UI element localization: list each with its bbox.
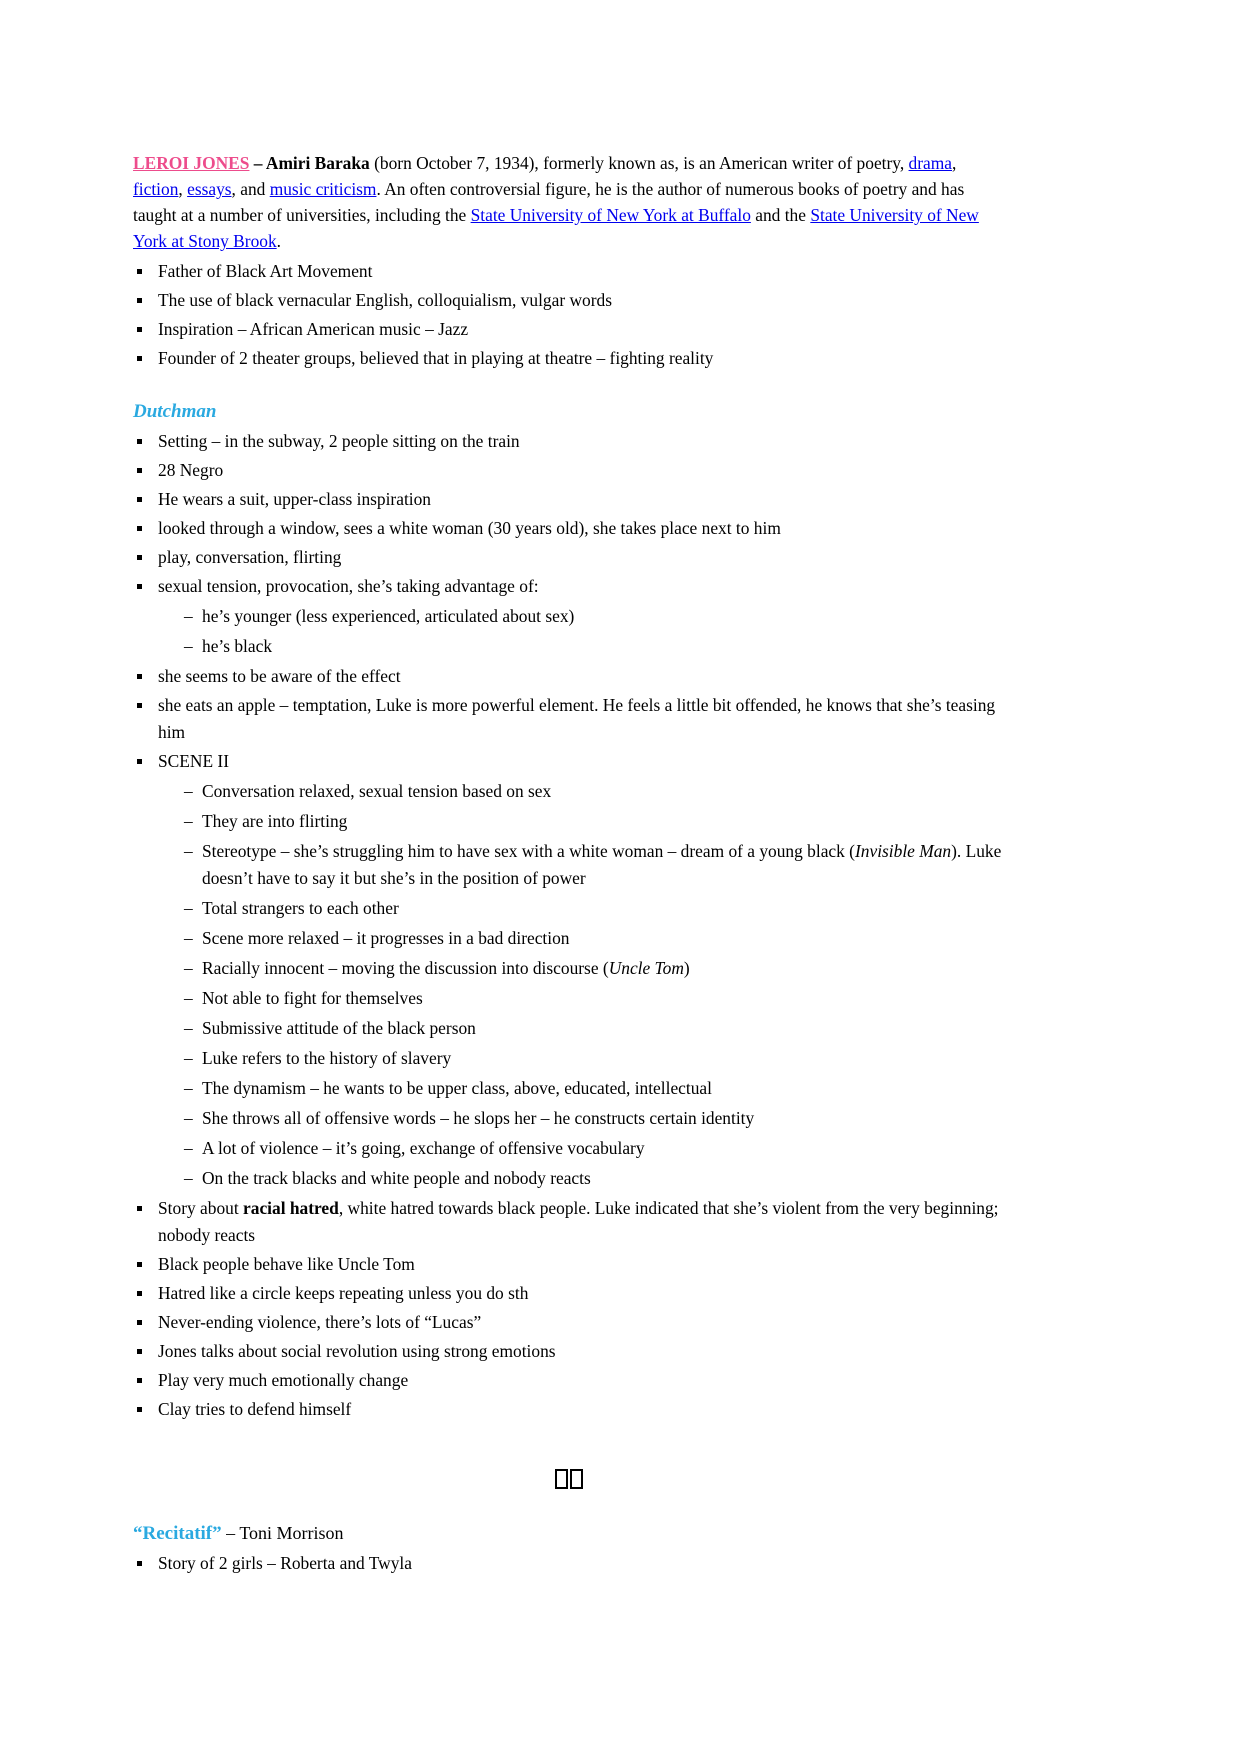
sub-list-item: [158, 1135, 1005, 1162]
intro-list-item: [133, 316, 1005, 343]
music-criticism-link[interactable]: music criticism: [269, 179, 377, 199]
dutchman-list-item: [133, 1195, 1005, 1249]
dutchman-list-item: [133, 1280, 1005, 1307]
missing-glyph-box: [570, 1469, 583, 1489]
text-segment: Father of Black Art Movement: [158, 261, 373, 281]
text-segment: Conversation relaxed, sexual tension based on sex: [202, 781, 552, 801]
text-segment: Submissive attitude of the black person: [202, 1018, 476, 1038]
sub-list-item: [158, 925, 1005, 952]
text-segment: 28 Negro: [158, 460, 224, 480]
dutchman-list-item: [133, 428, 1005, 455]
text-segment: SCENE II: [158, 751, 230, 771]
leroi-jones-link[interactable]: LEROI JONES: [133, 153, 250, 173]
text-segment: Setting – in the subway, 2 people sitting on the train: [158, 431, 520, 451]
text-segment: Inspiration – African American music – Jazz: [158, 319, 469, 339]
intro-list-item: [133, 258, 1005, 285]
text-segment: she seems to be aware of the effect: [158, 666, 401, 686]
sub-list-item: [158, 633, 1005, 660]
sub-list-item: [158, 895, 1005, 922]
sub-list-item: [158, 603, 1005, 630]
intro-comma-1: ,: [952, 153, 957, 173]
intro-bullet-list: [133, 258, 1005, 372]
dutchman-list-item: [133, 544, 1005, 571]
text-segment: racial hatred: [243, 1198, 339, 1218]
text-segment: Stereotype – she’s struggling him to have sex with a white woman – dream of a young black (: [202, 841, 855, 861]
intro-dash: –: [249, 153, 266, 173]
dutchman-list-item: [133, 663, 1005, 690]
missing-glyph-boxes: [133, 1469, 1005, 1489]
intro-list-item: [133, 287, 1005, 314]
dutchman-list-item: [133, 1396, 1005, 1423]
text-segment: Story of 2 girls – Roberta and Twyla: [158, 1553, 412, 1573]
text-segment: Invisible Man: [854, 841, 952, 861]
text-segment: Racially innocent – moving the discussion into discourse (: [202, 958, 609, 978]
recitatif-author: – Toni Morrison: [221, 1523, 344, 1543]
text-segment: Total strangers to each other: [202, 898, 399, 918]
intro-comma-2: ,: [178, 179, 188, 199]
section-heading-recitatif: [133, 1521, 1005, 1546]
text-segment: ). Luke doesn’t have to say it but she’s in the position of power: [202, 841, 1002, 888]
intro-text-c: and the: [750, 205, 811, 225]
text-segment: Not able to fight for themselves: [202, 988, 423, 1008]
text-segment: Luke refers to the history of slavery: [202, 1048, 452, 1068]
dutchman-list-item: [133, 1367, 1005, 1394]
intro-list-item: [133, 345, 1005, 372]
text-segment: Hatred like a circle keeps repeating unless you do sth: [158, 1283, 529, 1303]
dutchman-list-item: [133, 1309, 1005, 1336]
sub-list-item: [158, 1045, 1005, 1072]
dutchman-list-item: [133, 573, 1005, 660]
sub-list-item: [158, 1165, 1005, 1192]
intro-paragraph: [133, 0, 1005, 254]
text-segment: Uncle Tom: [608, 958, 684, 978]
suny-buffalo-link[interactable]: State University of New York at Buffalo: [470, 205, 751, 225]
text-segment: he’s black: [202, 636, 273, 656]
text-segment: The dynamism – he wants to be upper class, above, educated, intellectual: [202, 1078, 712, 1098]
sub-list-item: [158, 808, 1005, 835]
dutchman-list-item: [133, 515, 1005, 542]
amiri-baraka-name: Amiri Baraka: [265, 153, 370, 173]
dutchman-list-item: [133, 486, 1005, 513]
recitatif-list-item: [133, 1550, 1005, 1577]
sub-list-item: [158, 778, 1005, 805]
suny-stony-brook-link[interactable]: State University of New York at Stony Brook: [133, 205, 979, 251]
sub-list-item: [158, 1075, 1005, 1102]
intro-text-a: (born October 7, 1934), formerly known as, is an American writer of poetry,: [369, 153, 909, 173]
dutchman-list-item: [133, 692, 1005, 746]
sub-list: [158, 603, 1005, 660]
text-segment: He wears a suit, upper-class inspiration: [158, 489, 431, 509]
dutchman-bullet-list: [133, 428, 1005, 1423]
essays-link[interactable]: essays: [187, 179, 232, 199]
sub-list-item: [158, 1015, 1005, 1042]
text-segment: They are into flirting: [202, 811, 348, 831]
sub-list-item: [158, 955, 1005, 982]
sub-list-item: [158, 1105, 1005, 1132]
recitatif-bullet-list: [133, 1550, 1005, 1577]
text-segment: ): [683, 958, 690, 978]
text-segment: On the track blacks and white people and nobody reacts: [202, 1168, 591, 1188]
dutchman-list-item: [133, 748, 1005, 1192]
missing-glyph-box: [555, 1469, 568, 1489]
section-heading-dutchman: [133, 400, 1005, 424]
text-segment: Jones talks about social revolution using strong emotions: [158, 1341, 556, 1361]
intro-and: , and: [231, 179, 270, 199]
text-segment: sexual tension, provocation, she’s taking advantage of:: [158, 576, 539, 596]
text-segment: looked through a window, sees a white woman (30 years old), she takes place next to him: [158, 518, 781, 538]
text-segment: Founder of 2 theater groups, believed that in playing at theatre – fighting reality: [158, 348, 714, 368]
document-page: [133, 0, 1005, 1579]
fiction-link[interactable]: fiction: [133, 179, 179, 199]
text-segment: She throws all of offensive words – he slops her – he constructs certain identity: [202, 1108, 755, 1128]
text-segment: Never-ending violence, there’s lots of “Lucas”: [158, 1312, 482, 1332]
intro-text-b: . An often controversial figure, he is the author of numerous books of poetry and has taught at a number of universities, including the: [133, 179, 965, 225]
text-segment: Scene more relaxed – it progresses in a bad direction: [202, 928, 570, 948]
text-segment: Clay tries to defend himself: [158, 1399, 352, 1419]
text-segment: she eats an apple – temptation, Luke is more powerful element. He feels a little bit offended, he knows that she’s teasing him: [158, 695, 996, 742]
text-segment: , white hatred towards black people. Luke indicated that she’s violent from the very beginning; nobody reacts: [158, 1198, 999, 1245]
text-segment: Black people behave like Uncle Tom: [158, 1254, 415, 1274]
drama-link[interactable]: drama: [908, 153, 952, 173]
text-segment: A lot of violence – it’s going, exchange of offensive vocabulary: [202, 1138, 645, 1158]
dutchman-list-item: [133, 457, 1005, 484]
dutchman-heading-text: Dutchman: [133, 401, 217, 422]
sub-list-item: [158, 985, 1005, 1012]
text-segment: Story about: [158, 1198, 244, 1218]
dutchman-list-item: [133, 1251, 1005, 1278]
sub-list: [158, 778, 1005, 1192]
intro-period: .: [276, 231, 282, 251]
text-segment: play, conversation, flirting: [158, 547, 342, 567]
text-segment: he’s younger (less experienced, articulated about sex): [202, 606, 575, 626]
text-segment: The use of black vernacular English, colloquialism, vulgar words: [158, 290, 612, 310]
sub-list-item: [158, 838, 1005, 892]
text-segment: Play very much emotionally change: [158, 1370, 409, 1390]
dutchman-list-item: [133, 1338, 1005, 1365]
recitatif-heading-text: “Recitatif”: [133, 1523, 222, 1544]
